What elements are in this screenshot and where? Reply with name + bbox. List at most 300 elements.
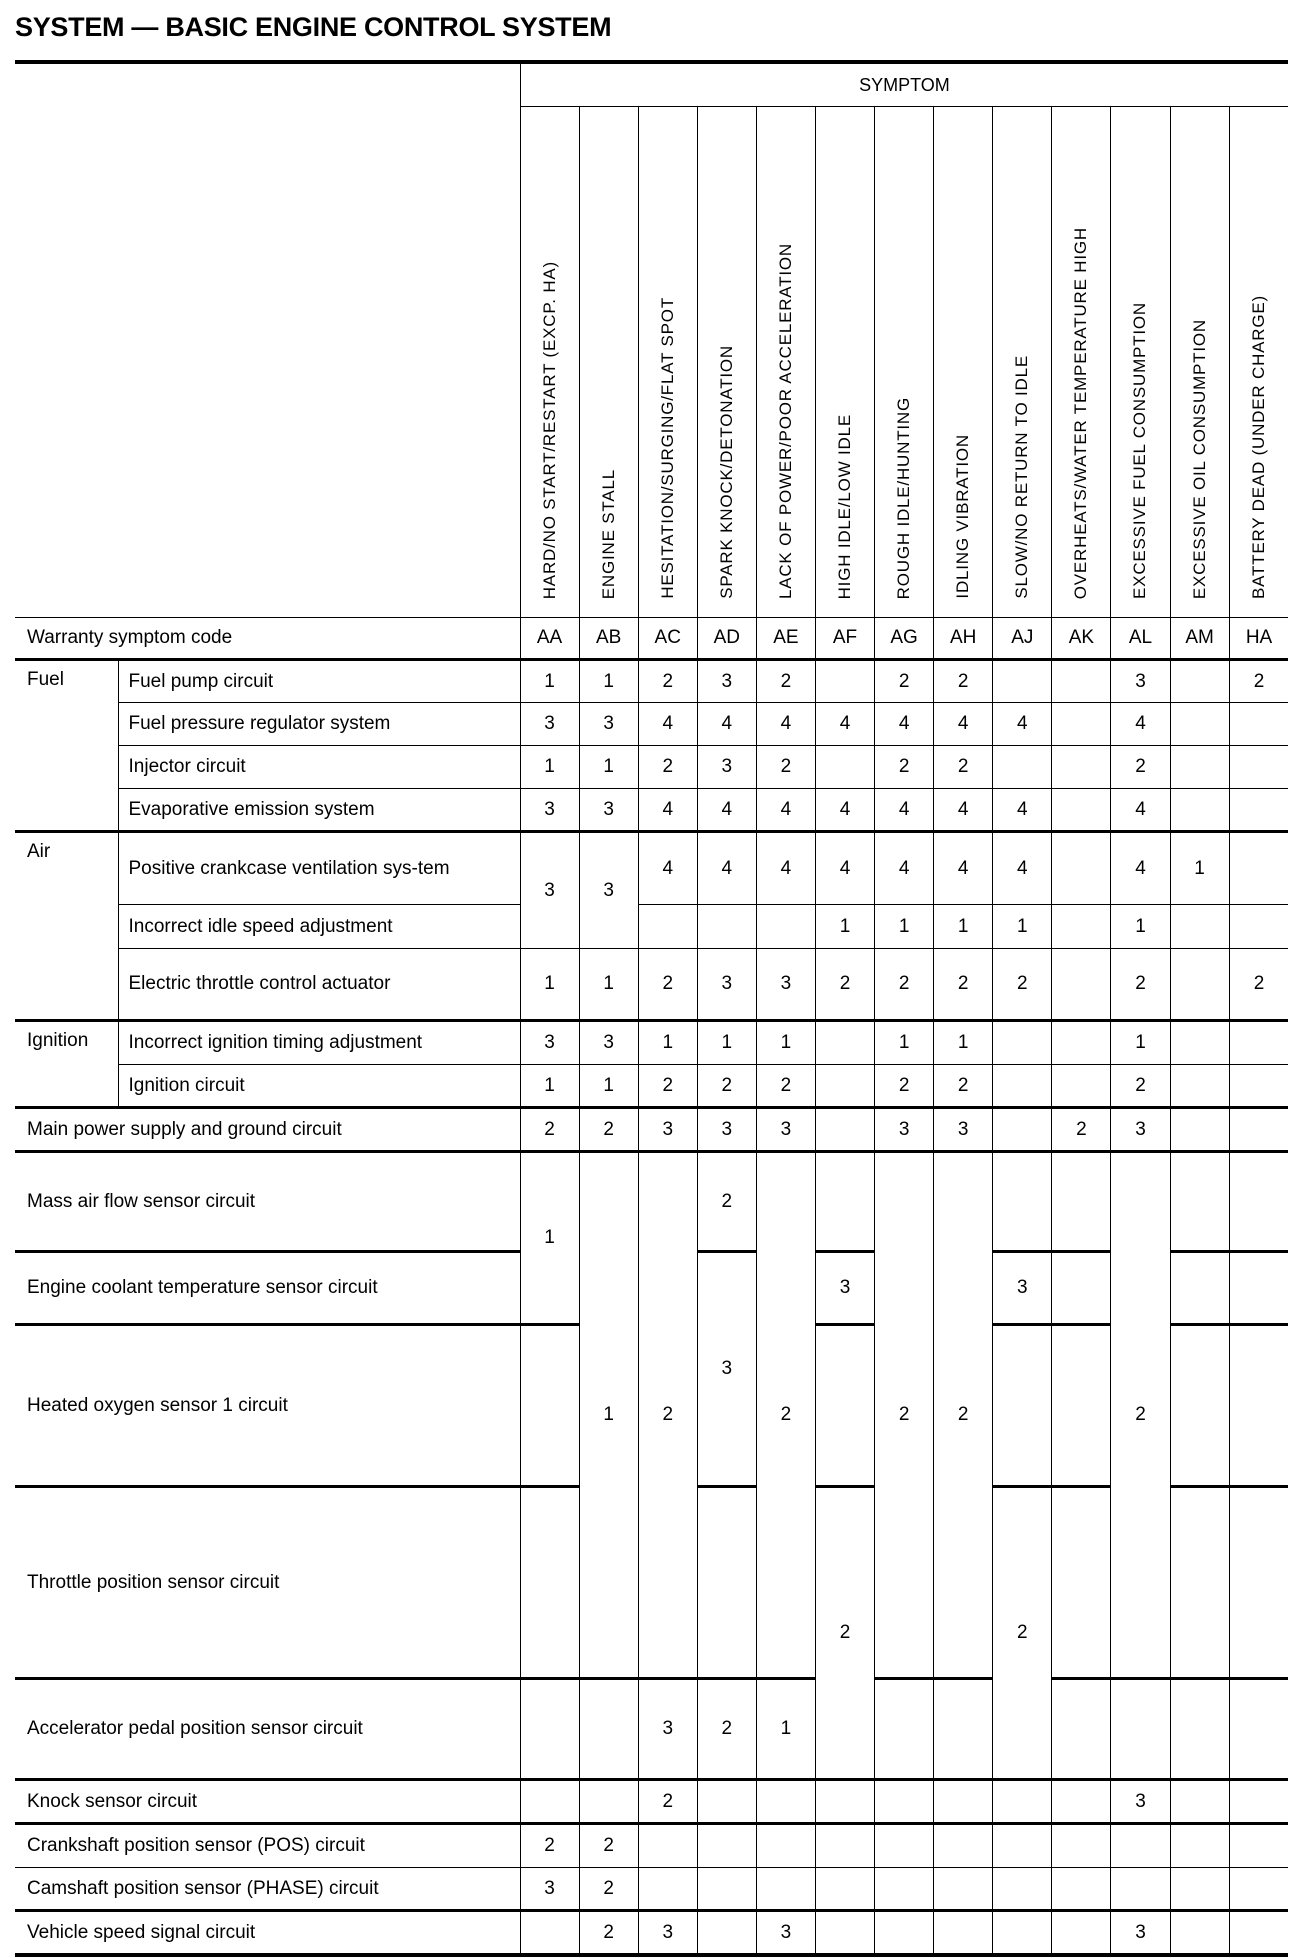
priority-cell-al: 3 bbox=[1111, 1108, 1170, 1152]
priority-cell-ah: 3 bbox=[934, 1108, 993, 1152]
priority-cell-ae bbox=[756, 1868, 815, 1911]
symptom-column-header bbox=[1170, 107, 1229, 618]
table-row bbox=[15, 1824, 1288, 1868]
symptom-name: HIGH IDLE/LOW IDLE bbox=[835, 413, 855, 599]
table-row bbox=[15, 789, 1288, 832]
priority-cell-af bbox=[815, 1824, 874, 1868]
priority-cell-ha: 2 bbox=[1229, 949, 1288, 1021]
priority-cell-af bbox=[815, 1065, 874, 1108]
priority-cell-ae: 2 bbox=[756, 660, 815, 703]
priority-cell-ag bbox=[875, 1911, 934, 1954]
priority-cell-aa: 3 bbox=[520, 789, 579, 832]
priority-cell-ad bbox=[697, 905, 756, 949]
priority-cell-ah bbox=[934, 1780, 993, 1824]
priority-cell-ad bbox=[697, 1824, 756, 1868]
priority-cell-ad: 1 bbox=[697, 1021, 756, 1065]
symptom-code: AB bbox=[579, 618, 638, 660]
priority-cell-ha bbox=[1229, 1679, 1288, 1780]
priority-cell-am bbox=[1170, 703, 1229, 746]
priority-cell-ab: 1 bbox=[579, 949, 638, 1021]
component-label: Vehicle speed signal circuit bbox=[15, 1911, 520, 1954]
priority-cell-ag bbox=[875, 1868, 934, 1911]
priority-cell-ha bbox=[1229, 1065, 1288, 1108]
priority-cell-ac: 4 bbox=[638, 789, 697, 832]
category-fuel: Fuel bbox=[15, 660, 118, 832]
symptom-column-header bbox=[815, 107, 874, 618]
table-row bbox=[15, 1679, 1288, 1780]
priority-cell-aa: 3 bbox=[520, 832, 579, 949]
priority-cell-ag: 2 bbox=[875, 660, 934, 703]
component-label: Fuel pressure regulator system bbox=[118, 703, 520, 746]
priority-cell-ac: 3 bbox=[638, 1108, 697, 1152]
priority-cell-ak bbox=[1052, 949, 1111, 1021]
priority-cell-ak bbox=[1052, 1152, 1111, 1252]
priority-cell-ah: 2 bbox=[934, 949, 993, 1021]
priority-cell-al: 4 bbox=[1111, 703, 1170, 746]
priority-cell-al: 2 bbox=[1111, 1152, 1170, 1679]
priority-cell-ha bbox=[1229, 1325, 1288, 1487]
priority-cell-am bbox=[1170, 1325, 1229, 1487]
priority-cell-af: 4 bbox=[815, 703, 874, 746]
priority-cell-ak bbox=[1052, 1487, 1111, 1679]
priority-cell-af: 4 bbox=[815, 789, 874, 832]
priority-cell-ag: 2 bbox=[875, 746, 934, 789]
priority-cell-aj bbox=[993, 1152, 1052, 1252]
priority-cell-ag bbox=[875, 1679, 934, 1780]
priority-cell-af bbox=[815, 1868, 874, 1911]
priority-cell-ac: 2 bbox=[638, 1065, 697, 1108]
priority-cell-aa: 2 bbox=[520, 1824, 579, 1868]
priority-cell-af bbox=[815, 1780, 874, 1824]
priority-cell-ak bbox=[1052, 789, 1111, 832]
priority-cell-ak bbox=[1052, 1021, 1111, 1065]
priority-cell-ah: 2 bbox=[934, 660, 993, 703]
priority-cell-ad bbox=[697, 1487, 756, 1679]
priority-cell-al: 1 bbox=[1111, 1021, 1170, 1065]
symptom-name: ROUGH IDLE/HUNTING bbox=[894, 396, 914, 599]
priority-cell-ha bbox=[1229, 746, 1288, 789]
symptom-name: IDLING VIBRATION bbox=[953, 434, 973, 599]
priority-cell-aj bbox=[993, 1911, 1052, 1954]
priority-cell-af bbox=[815, 1108, 874, 1152]
priority-cell-ac: 2 bbox=[638, 1780, 697, 1824]
priority-cell-af bbox=[815, 746, 874, 789]
table-row bbox=[15, 1021, 1288, 1065]
priority-cell-ac bbox=[638, 905, 697, 949]
priority-cell-ac: 3 bbox=[638, 1679, 697, 1780]
priority-cell-ak bbox=[1052, 1824, 1111, 1868]
table-row bbox=[15, 703, 1288, 746]
category-ignition: Ignition bbox=[15, 1021, 118, 1108]
priority-cell-aa: 1 bbox=[520, 746, 579, 789]
symptom-matrix-table bbox=[15, 60, 1288, 1954]
priority-cell-al: 2 bbox=[1111, 1065, 1170, 1108]
priority-cell-ae: 3 bbox=[756, 1911, 815, 1954]
priority-cell-ac bbox=[638, 1824, 697, 1868]
priority-cell-ab: 3 bbox=[579, 1021, 638, 1065]
priority-cell-aj bbox=[993, 1824, 1052, 1868]
priority-cell-aa bbox=[520, 1487, 579, 1679]
priority-cell-aj bbox=[993, 1868, 1052, 1911]
priority-cell-ad bbox=[697, 1780, 756, 1824]
priority-cell-al: 2 bbox=[1111, 746, 1170, 789]
symptom-code: AD bbox=[697, 618, 756, 660]
priority-cell-af: 2 bbox=[815, 1487, 874, 1780]
priority-cell-aa: 1 bbox=[520, 1152, 579, 1325]
priority-cell-ak bbox=[1052, 1868, 1111, 1911]
priority-cell-aj bbox=[993, 1021, 1052, 1065]
priority-cell-aj bbox=[993, 1108, 1052, 1152]
component-label: Incorrect idle speed adjustment bbox=[118, 905, 520, 949]
component-label: Camshaft position sensor (PHASE) circuit bbox=[15, 1868, 520, 1911]
priority-cell-aj bbox=[993, 1325, 1052, 1487]
priority-cell-ae bbox=[756, 1824, 815, 1868]
priority-cell-af: 1 bbox=[815, 905, 874, 949]
symptom-column-header bbox=[638, 107, 697, 618]
component-label: Incorrect ignition timing adjustment bbox=[118, 1021, 520, 1065]
priority-cell-af bbox=[815, 1911, 874, 1954]
priority-cell-am: 1 bbox=[1170, 832, 1229, 905]
symptom-column-header bbox=[697, 107, 756, 618]
symptom-column-header bbox=[993, 107, 1052, 618]
table-row bbox=[15, 1152, 1288, 1252]
component-label: Injector circuit bbox=[118, 746, 520, 789]
symptom-code: AL bbox=[1111, 618, 1170, 660]
priority-cell-aj: 1 bbox=[993, 905, 1052, 949]
priority-cell-al: 3 bbox=[1111, 660, 1170, 703]
priority-cell-aj bbox=[993, 660, 1052, 703]
priority-cell-af bbox=[815, 660, 874, 703]
priority-cell-ad: 2 bbox=[697, 1152, 756, 1252]
priority-cell-ad: 3 bbox=[697, 1252, 756, 1487]
priority-cell-ac: 4 bbox=[638, 703, 697, 746]
priority-cell-ak bbox=[1052, 832, 1111, 905]
priority-cell-af: 4 bbox=[815, 832, 874, 905]
symptom-name: EXCESSIVE OIL CONSUMPTION bbox=[1189, 318, 1209, 599]
priority-cell-ag bbox=[875, 1780, 934, 1824]
symptom-name: OVERHEATS/WATER TEMPERATURE HIGH bbox=[1071, 226, 1091, 599]
priority-cell-am bbox=[1170, 1911, 1229, 1954]
priority-cell-ah: 4 bbox=[934, 832, 993, 905]
symptom-column-header bbox=[875, 107, 934, 618]
priority-cell-aa: 1 bbox=[520, 660, 579, 703]
priority-cell-ac bbox=[638, 1868, 697, 1911]
priority-cell-am bbox=[1170, 949, 1229, 1021]
symptom-code: AG bbox=[875, 618, 934, 660]
priority-cell-ak bbox=[1052, 1911, 1111, 1954]
priority-cell-af bbox=[815, 1152, 874, 1252]
priority-cell-am bbox=[1170, 1252, 1229, 1325]
symptom-column-header bbox=[1229, 107, 1288, 618]
priority-cell-al bbox=[1111, 1824, 1170, 1868]
priority-cell-ad: 3 bbox=[697, 746, 756, 789]
priority-cell-aa bbox=[520, 1679, 579, 1780]
component-label: Mass air flow sensor circuit bbox=[15, 1152, 520, 1252]
priority-cell-ac: 2 bbox=[638, 746, 697, 789]
priority-cell-ac: 1 bbox=[638, 1021, 697, 1065]
priority-cell-ad: 4 bbox=[697, 832, 756, 905]
symptom-code: AC bbox=[638, 618, 697, 660]
priority-cell-ak bbox=[1052, 1252, 1111, 1325]
component-label: Heated oxygen sensor 1 circuit bbox=[15, 1325, 520, 1487]
priority-cell-am bbox=[1170, 1108, 1229, 1152]
priority-cell-ab: 1 bbox=[579, 660, 638, 703]
priority-cell-ah: 2 bbox=[934, 1152, 993, 1679]
priority-cell-aj bbox=[993, 746, 1052, 789]
priority-cell-ak bbox=[1052, 746, 1111, 789]
priority-cell-ag: 4 bbox=[875, 789, 934, 832]
table-row bbox=[15, 1868, 1288, 1911]
priority-cell-ha: 2 bbox=[1229, 660, 1288, 703]
priority-cell-am bbox=[1170, 1487, 1229, 1679]
priority-cell-ah: 2 bbox=[934, 1065, 993, 1108]
page-title: SYSTEM — BASIC ENGINE CONTROL SYSTEM bbox=[15, 12, 612, 42]
priority-cell-ae: 4 bbox=[756, 789, 815, 832]
priority-cell-ad: 2 bbox=[697, 1679, 756, 1780]
priority-cell-ad: 3 bbox=[697, 1108, 756, 1152]
symptom-code: AF bbox=[815, 618, 874, 660]
component-label: Accelerator pedal position sensor circuit bbox=[15, 1679, 520, 1780]
priority-cell-ha bbox=[1229, 703, 1288, 746]
priority-cell-ha bbox=[1229, 1780, 1288, 1824]
priority-cell-ak bbox=[1052, 660, 1111, 703]
symptom-column-header bbox=[756, 107, 815, 618]
priority-cell-ac: 2 bbox=[638, 949, 697, 1021]
symptom-name: ENGINE STALL bbox=[598, 468, 618, 599]
priority-cell-ae: 4 bbox=[756, 703, 815, 746]
priority-cell-ha bbox=[1229, 1868, 1288, 1911]
warranty-code-row bbox=[15, 618, 1288, 660]
priority-cell-am bbox=[1170, 1679, 1229, 1780]
priority-cell-ac: 2 bbox=[638, 660, 697, 703]
priority-cell-ae: 3 bbox=[756, 1108, 815, 1152]
priority-cell-am bbox=[1170, 1868, 1229, 1911]
priority-cell-ah: 4 bbox=[934, 789, 993, 832]
table-row bbox=[15, 1911, 1288, 1954]
priority-cell-am bbox=[1170, 789, 1229, 832]
symptom-name: SPARK KNOCK/DETONATION bbox=[716, 345, 736, 599]
symptom-code: AK bbox=[1052, 618, 1111, 660]
symptom-column-header bbox=[1052, 107, 1111, 618]
symptom-name: LACK OF POWER/POOR ACCELERATION bbox=[775, 242, 795, 599]
component-label: Electric throttle control actuator bbox=[118, 949, 520, 1021]
priority-cell-am bbox=[1170, 1780, 1229, 1824]
priority-cell-aa bbox=[520, 1325, 579, 1487]
priority-cell-ad: 4 bbox=[697, 789, 756, 832]
priority-cell-am bbox=[1170, 746, 1229, 789]
priority-cell-ah: 1 bbox=[934, 905, 993, 949]
priority-cell-ae bbox=[756, 905, 815, 949]
component-label: Engine coolant temperature sensor circuit bbox=[15, 1252, 520, 1325]
priority-cell-ha bbox=[1229, 1021, 1288, 1065]
priority-cell-ab: 1 bbox=[579, 746, 638, 789]
priority-cell-af bbox=[815, 1021, 874, 1065]
priority-cell-al: 4 bbox=[1111, 832, 1170, 905]
priority-cell-ah bbox=[934, 1868, 993, 1911]
priority-cell-ab: 3 bbox=[579, 703, 638, 746]
table-row bbox=[15, 1780, 1288, 1824]
symptom-name: HESITATION/SURGING/FLAT SPOT bbox=[657, 297, 677, 599]
table-row bbox=[15, 1065, 1288, 1108]
table-row bbox=[15, 905, 1288, 949]
priority-cell-ad bbox=[697, 1911, 756, 1954]
priority-cell-al: 2 bbox=[1111, 949, 1170, 1021]
priority-cell-aj bbox=[993, 1780, 1052, 1824]
priority-cell-am bbox=[1170, 1021, 1229, 1065]
table-row bbox=[15, 660, 1288, 703]
priority-cell-ac: 2 bbox=[638, 1152, 697, 1679]
priority-cell-ad: 4 bbox=[697, 703, 756, 746]
priority-cell-aj: 2 bbox=[993, 949, 1052, 1021]
priority-cell-ac: 4 bbox=[638, 832, 697, 905]
priority-cell-ab: 2 bbox=[579, 1824, 638, 1868]
component-label: Crankshaft position sensor (POS) circuit bbox=[15, 1824, 520, 1868]
priority-cell-af: 3 bbox=[815, 1252, 874, 1325]
priority-cell-ae bbox=[756, 1780, 815, 1824]
priority-cell-ae: 1 bbox=[756, 1679, 815, 1780]
priority-cell-ae: 1 bbox=[756, 1021, 815, 1065]
priority-cell-ak bbox=[1052, 1780, 1111, 1824]
bottom-rule bbox=[15, 1953, 1288, 1957]
priority-cell-ad bbox=[697, 1868, 756, 1911]
priority-cell-ag: 4 bbox=[875, 703, 934, 746]
priority-cell-ae: 2 bbox=[756, 746, 815, 789]
priority-cell-ag: 2 bbox=[875, 1152, 934, 1679]
priority-cell-ha bbox=[1229, 1108, 1288, 1152]
symptom-column-header bbox=[934, 107, 993, 618]
priority-cell-ae: 2 bbox=[756, 1152, 815, 1679]
priority-cell-aj bbox=[993, 1065, 1052, 1108]
component-label: Evaporative emission system bbox=[118, 789, 520, 832]
priority-cell-ab: 1 bbox=[579, 1065, 638, 1108]
symptom-code: AA bbox=[520, 618, 579, 660]
priority-cell-ha bbox=[1229, 832, 1288, 905]
table-row bbox=[15, 949, 1288, 1021]
priority-cell-aj: 4 bbox=[993, 789, 1052, 832]
priority-cell-am bbox=[1170, 1065, 1229, 1108]
priority-cell-ha bbox=[1229, 905, 1288, 949]
priority-cell-al: 3 bbox=[1111, 1780, 1170, 1824]
table-row bbox=[15, 832, 1288, 905]
symptom-name: HARD/NO START/RESTART (EXCP. HA) bbox=[539, 260, 559, 599]
symptom-header: SYMPTOM bbox=[520, 62, 1288, 107]
priority-cell-ag: 3 bbox=[875, 1108, 934, 1152]
priority-cell-am bbox=[1170, 905, 1229, 949]
symptom-column-header bbox=[1111, 107, 1170, 618]
priority-cell-aa bbox=[520, 1780, 579, 1824]
symptom-code: AM bbox=[1170, 618, 1229, 660]
priority-cell-ak bbox=[1052, 1679, 1111, 1780]
priority-cell-af bbox=[815, 1325, 874, 1487]
symptom-column-header bbox=[579, 107, 638, 618]
symptom-code: AJ bbox=[993, 618, 1052, 660]
priority-cell-ad: 2 bbox=[697, 1065, 756, 1108]
priority-cell-aj: 2 bbox=[993, 1487, 1052, 1780]
component-label: Ignition circuit bbox=[118, 1065, 520, 1108]
priority-cell-ag: 2 bbox=[875, 949, 934, 1021]
priority-cell-ae: 2 bbox=[756, 1065, 815, 1108]
priority-cell-ah: 2 bbox=[934, 746, 993, 789]
priority-cell-ab: 1 bbox=[579, 1152, 638, 1679]
symptom-name: SLOW/NO RETURN TO IDLE bbox=[1012, 355, 1032, 599]
priority-cell-ha bbox=[1229, 1911, 1288, 1954]
priority-cell-aa: 3 bbox=[520, 703, 579, 746]
priority-cell-ah: 4 bbox=[934, 703, 993, 746]
priority-cell-ah bbox=[934, 1824, 993, 1868]
table-row bbox=[15, 1108, 1288, 1152]
component-label: Throttle position sensor circuit bbox=[15, 1487, 520, 1679]
priority-cell-al bbox=[1111, 1868, 1170, 1911]
category-air: Air bbox=[15, 832, 118, 1021]
priority-cell-ha bbox=[1229, 1152, 1288, 1252]
priority-cell-ha bbox=[1229, 789, 1288, 832]
priority-cell-aa: 1 bbox=[520, 1065, 579, 1108]
priority-cell-ab bbox=[579, 1679, 638, 1780]
symptom-code: HA bbox=[1229, 618, 1288, 660]
component-label: Positive crankcase ventilation sys-tem bbox=[118, 832, 520, 905]
priority-cell-ac: 3 bbox=[638, 1911, 697, 1954]
priority-cell-ag: 4 bbox=[875, 832, 934, 905]
header-blank bbox=[15, 62, 520, 618]
priority-cell-ak bbox=[1052, 1325, 1111, 1487]
priority-cell-ak bbox=[1052, 1065, 1111, 1108]
component-label: Knock sensor circuit bbox=[15, 1780, 520, 1824]
priority-cell-ag: 1 bbox=[875, 1021, 934, 1065]
priority-cell-al bbox=[1111, 1679, 1170, 1780]
symptom-code: AH bbox=[934, 618, 993, 660]
component-label: Fuel pump circuit bbox=[118, 660, 520, 703]
priority-cell-aj: 3 bbox=[993, 1252, 1052, 1325]
priority-cell-ak: 2 bbox=[1052, 1108, 1111, 1152]
priority-cell-ab: 3 bbox=[579, 832, 638, 949]
priority-cell-ab: 2 bbox=[579, 1868, 638, 1911]
priority-cell-ah: 1 bbox=[934, 1021, 993, 1065]
priority-cell-ab: 3 bbox=[579, 789, 638, 832]
priority-cell-am bbox=[1170, 1152, 1229, 1252]
priority-cell-aa: 1 bbox=[520, 949, 579, 1021]
priority-cell-ag: 2 bbox=[875, 1065, 934, 1108]
priority-cell-ad: 3 bbox=[697, 660, 756, 703]
priority-cell-ha bbox=[1229, 1487, 1288, 1679]
priority-cell-aa: 2 bbox=[520, 1108, 579, 1152]
priority-cell-am bbox=[1170, 660, 1229, 703]
priority-cell-ab: 2 bbox=[579, 1911, 638, 1954]
priority-cell-ab: 2 bbox=[579, 1108, 638, 1152]
symptom-column-header bbox=[520, 107, 579, 618]
priority-cell-am bbox=[1170, 1824, 1229, 1868]
priority-cell-ae: 3 bbox=[756, 949, 815, 1021]
priority-cell-ag: 1 bbox=[875, 905, 934, 949]
warranty-label: Warranty symptom code bbox=[15, 618, 520, 660]
priority-cell-aa: 3 bbox=[520, 1021, 579, 1065]
priority-cell-aj: 4 bbox=[993, 703, 1052, 746]
symptom-code: AE bbox=[756, 618, 815, 660]
priority-cell-aa bbox=[520, 1911, 579, 1954]
priority-cell-ab bbox=[579, 1780, 638, 1824]
priority-cell-ah bbox=[934, 1911, 993, 1954]
priority-cell-ak bbox=[1052, 703, 1111, 746]
priority-cell-af: 2 bbox=[815, 949, 874, 1021]
priority-cell-al: 3 bbox=[1111, 1911, 1170, 1954]
priority-cell-aj: 4 bbox=[993, 832, 1052, 905]
symptom-header-row bbox=[15, 62, 1288, 107]
priority-cell-aa: 3 bbox=[520, 1868, 579, 1911]
priority-cell-ak bbox=[1052, 905, 1111, 949]
table-row bbox=[15, 746, 1288, 789]
priority-cell-ah bbox=[934, 1679, 993, 1780]
priority-cell-ha bbox=[1229, 1824, 1288, 1868]
priority-cell-al: 4 bbox=[1111, 789, 1170, 832]
